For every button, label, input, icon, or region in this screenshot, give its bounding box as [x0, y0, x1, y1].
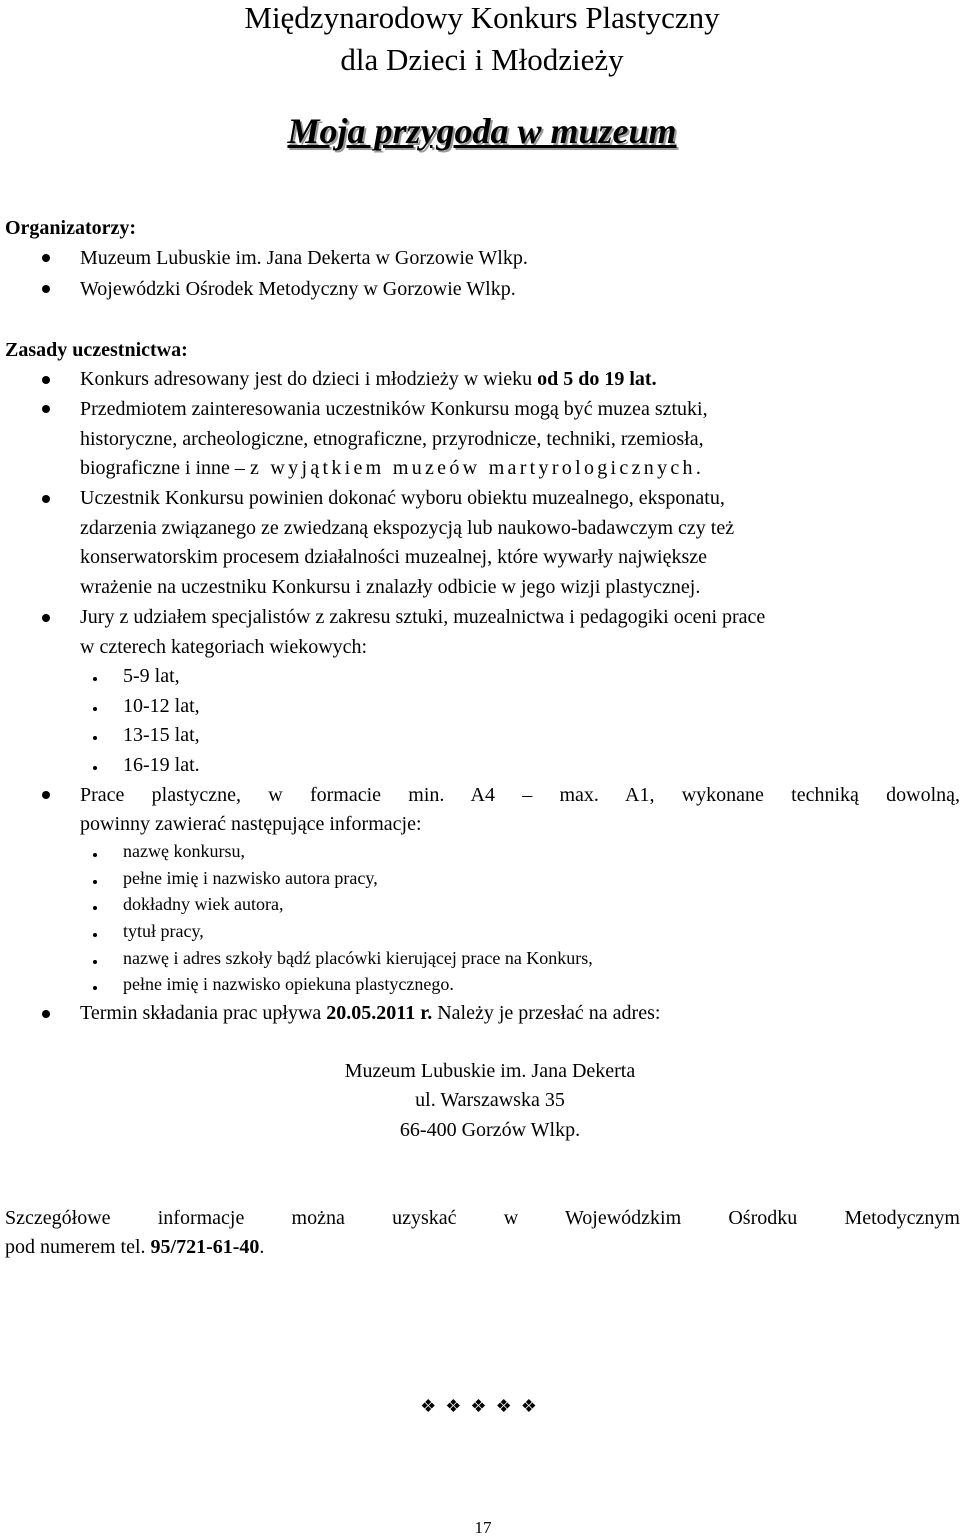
rule-deadline-date: 20.05.2011 r.	[326, 1002, 433, 1024]
contest-subtitle: Moja przygoda w muzeum	[287, 111, 677, 151]
rule-exception-text: z wyjątkiem muzeów martyrologicznych.	[249, 457, 705, 479]
contact-phone-label: pod numerem tel.	[5, 1236, 151, 1258]
rule-format-line: powinny zawierać następujące informacje:	[80, 813, 422, 835]
title-line-1: Międzynarodowy Konkurs Plastyczny	[244, 0, 720, 35]
required-info-item: pełne imię i nazwisko opiekuna plastycznego.	[123, 974, 454, 994]
bullet-icon	[42, 285, 50, 293]
rule-selection-line: wrażenie na uczestniku Konkursu i znalazły odbicie w jego wizji plastycznej.	[80, 576, 701, 598]
rule-museum-types-line	[80, 456, 960, 480]
rule-format-line: Prace plastyczne, w formacie min. A4 – max. A1, wykonane techniką dowolną,	[80, 784, 960, 806]
sub-bullet-icon	[93, 766, 97, 770]
diamond-ornament-icon: ❖❖❖❖❖	[420, 1396, 546, 1416]
organizer-item: Muzeum Lubuskie im. Jana Dekerta w Gorzowie Wlkp.	[80, 247, 528, 269]
contact-line-1: Szczegółowe informacje można uzyskać w Wojewódzkim Ośrodku Metodycznym	[5, 1207, 960, 1229]
rule-age-range	[80, 367, 960, 391]
bullet-icon	[42, 254, 50, 262]
rule-deadline-text-end: Należy je przesłać na adres:	[432, 1002, 661, 1024]
required-info-item: pełne imię i nazwisko autora pracy,	[123, 868, 378, 888]
sub-bullet-icon	[93, 960, 97, 964]
sub-bullet-icon	[93, 986, 97, 990]
address-line-1: Muzeum Lubuskie im. Jana Dekerta	[344, 1060, 636, 1082]
age-group-item: 13-15 lat,	[123, 724, 200, 746]
address-line-3: 66-400 Gorzów Wlkp.	[399, 1119, 581, 1141]
organizers-heading: Organizatorzy:	[5, 217, 137, 239]
bullet-icon	[42, 376, 50, 384]
rule-museum-types-line: Przedmiotem zainteresowania uczestników Konkursu mogą być muzea sztuki,	[80, 398, 708, 420]
rule-jury-line: Jury z udziałem specjalistów z zakresu sztuki, muzealnictwa i pedagogiki oceni prace	[80, 606, 766, 628]
bullet-icon	[42, 1010, 50, 1018]
rule-museum-types-text: biograficzne i inne –	[80, 457, 250, 479]
rule-museum-types-line: historyczne, archeologiczne, etnograficzne, przyrodnicze, techniki, rzemiosła,	[80, 428, 704, 450]
rule-age-text: Konkurs adresowany jest do dzieci i młodzieży w wieku	[80, 368, 538, 390]
sub-bullet-icon	[93, 736, 97, 740]
rule-deadline-text: Termin składania prac upływa	[80, 1002, 327, 1024]
sub-bullet-icon	[93, 880, 97, 884]
rule-selection-line: konserwatorskim procesem działalności muzealnej, które wywarły największe	[80, 546, 708, 568]
required-info-item: dokładny wiek autora,	[123, 894, 284, 914]
organizer-item: Wojewódzki Ośrodek Metodyczny w Gorzowie Wlkp.	[80, 278, 516, 300]
contact-period: .	[259, 1236, 265, 1258]
required-info-item: nazwę konkursu,	[123, 841, 245, 861]
age-group-item: 16-19 lat.	[123, 754, 200, 776]
bullet-icon	[42, 614, 50, 622]
sub-bullet-icon	[93, 933, 97, 937]
required-info-item: tytuł pracy,	[123, 921, 204, 941]
bullet-icon	[42, 791, 50, 799]
bullet-icon	[42, 405, 50, 413]
required-info-item: nazwę i adres szkoły bądź placówki kierującej prace na Konkurs,	[123, 948, 593, 968]
rule-age-bold: od 5 do 19 lat.	[537, 368, 657, 390]
rules-heading: Zasady uczestnictwa:	[5, 339, 188, 361]
sub-bullet-icon	[93, 677, 97, 681]
age-group-item: 5-9 lat,	[123, 665, 180, 687]
rule-jury-line: w czterech kategoriach wiekowych:	[80, 636, 368, 658]
page-number: 17	[474, 1518, 492, 1537]
contact-line-2	[5, 1235, 264, 1259]
rule-selection-line: Uczestnik Konkursu powinien dokonać wyboru obiektu muzealnego, eksponatu,	[80, 487, 725, 509]
sub-bullet-icon	[93, 707, 97, 711]
sub-bullet-icon	[93, 906, 97, 910]
rule-selection-line: zdarzenia związanego ze zwiedzaną ekspozycją lub naukowo-badawczym czy też	[80, 517, 735, 539]
age-group-item: 10-12 lat,	[123, 695, 200, 717]
sub-bullet-icon	[93, 853, 97, 857]
rule-deadline	[80, 1001, 960, 1025]
contact-phone-number: 95/721-61-40	[150, 1236, 260, 1258]
title-line-2: dla Dzieci i Młodzieży	[340, 42, 624, 77]
address-line-2: ul. Warszawska 35	[415, 1089, 565, 1111]
bullet-icon	[42, 495, 50, 503]
